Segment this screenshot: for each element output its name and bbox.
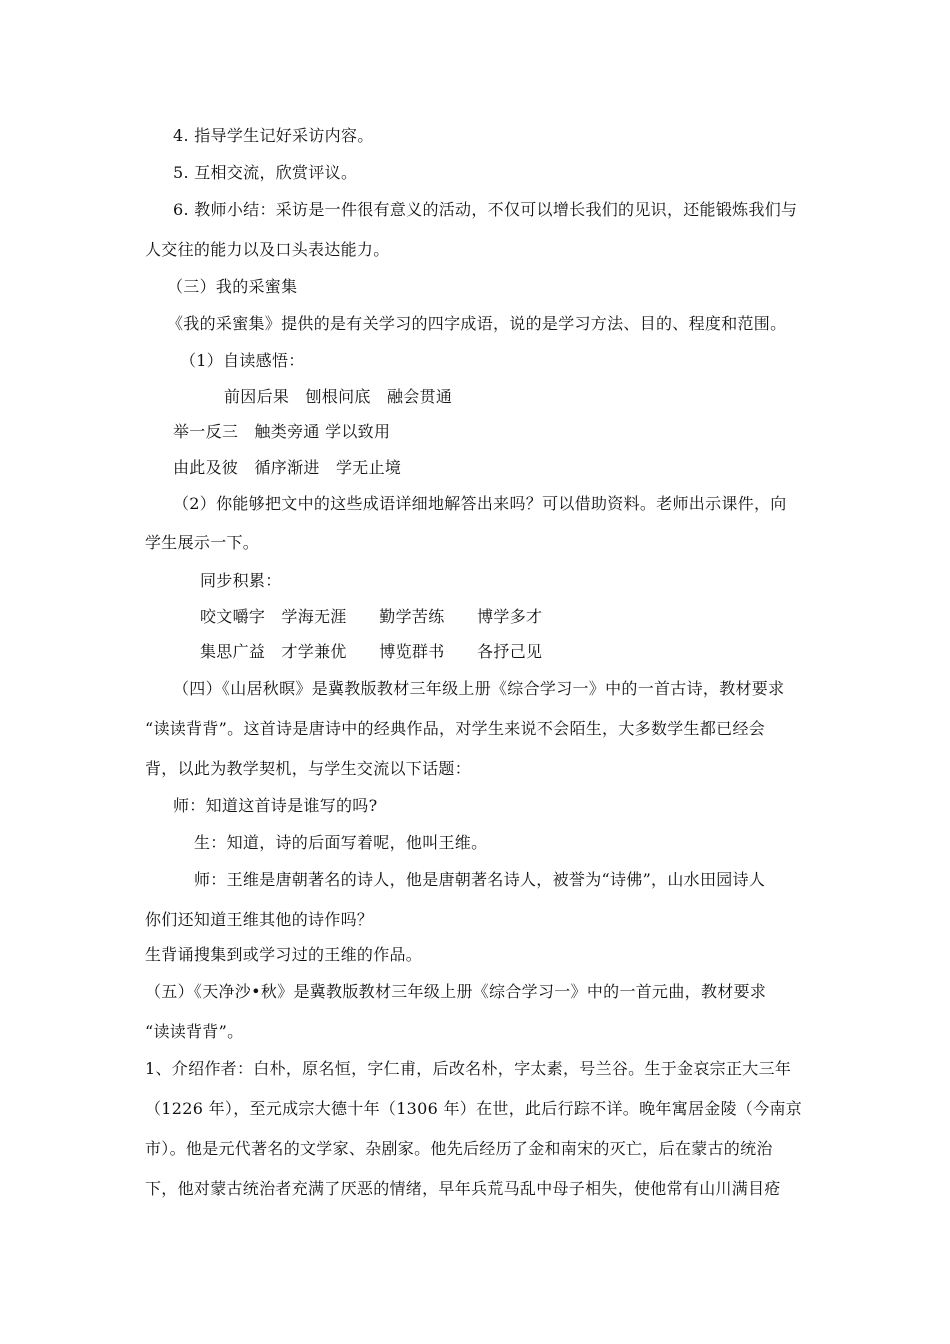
idiom-row-2: 举一反三 触类旁通 学以致用 — [173, 422, 391, 441]
step-4-line: 4. 指导学生记好采访内容。 — [173, 126, 374, 145]
reading-prompt-1: （1）自读感悟： — [180, 351, 305, 370]
idiom-row-1: 前因后果 刨根问底 融会贯通 — [224, 387, 453, 406]
idiom-row-3: 由此及彼 循序渐进 学无止境 — [173, 458, 402, 477]
dialogue-teacher-2: 师：王维是唐朝著名的诗人，他是唐朝著名诗人，被誉为“诗佛”，山水田园诗人 — [194, 870, 766, 889]
dialogue-teacher-2-continuation: 你们还知道王维其他的诗作吗？ — [145, 910, 374, 929]
author-intro-line-4: 下，他对蒙古统治者充满了厌恶的情绪，早年兵荒马乱中母子相失，使他常有山川满目疮 — [145, 1179, 781, 1198]
author-intro-line-1: 1、介绍作者：白朴，原名恒，字仁甫，后改名朴，字太素，号兰谷。生于金哀宗正大三年 — [145, 1059, 792, 1078]
dialogue-teacher-1: 师：知道这首诗是谁写的吗? — [173, 796, 378, 815]
section-4-line-3: 背，以此为教学契机，与学生交流以下话题： — [145, 759, 472, 778]
section-3-intro: 《我的采蜜集》提供的是有关学习的四字成语，说的是学习方法、目的、程度和范围。 — [167, 314, 787, 333]
accumulation-row-2: 集思广益 才学兼优 博览群书 各抒己见 — [200, 642, 543, 661]
accumulation-heading: 同步积累： — [200, 571, 282, 590]
author-intro-line-2: （1226 年），至元成宗大德十年（1306 年）在世，此后行踪不详。晚年寓居金陵（今南京 — [145, 1099, 803, 1118]
dialogue-student-1: 生：知道，诗的后面写着呢，他叫王维。 — [194, 833, 488, 852]
accumulation-row-1: 咬文嚼字 学海无涯 勤学苦练 博学多才 — [200, 607, 543, 626]
section-5-line-1: （五）《天净沙•秋》是冀教版教材三年级上册《综合学习一》中的一首元曲，教材要求 — [145, 982, 767, 1001]
student-recitation-line: 生背诵搜集到或学习过的王维的作品。 — [145, 945, 423, 964]
section-4-line-2: “读读背背”。这首诗是唐诗中的经典作品，对学生来说不会陌生，大多数学生都已经会 — [145, 719, 766, 738]
section-3-heading: （三）我的采蜜集 — [167, 277, 298, 296]
section-5-line-2: “读读背背”。 — [145, 1022, 244, 1041]
author-intro-line-3: 市）。他是元代著名的文学家、杂剧家。他先后经历了金和南宋的灭亡，后在蒙古的统治 — [145, 1139, 773, 1158]
step-6-line: 6. 教师小结：采访是一件很有意义的活动，不仅可以增长我们的见识，还能锻炼我们与 — [173, 200, 798, 219]
step-6-continuation: 人交往的能力以及口头表达能力。 — [145, 240, 390, 259]
step-5-line: 5. 互相交流，欣赏评议。 — [173, 163, 358, 182]
section-4-line-1: （四）《山居秋暝》是冀教版教材三年级上册《综合学习一》中的一首古诗，教材要求 — [173, 679, 785, 698]
question-2-line: （2）你能够把文中的这些成语详细地解答出来吗？可以借助资料。老师出示课件，向 — [173, 494, 787, 513]
question-2-continuation: 学生展示一下。 — [145, 533, 260, 552]
